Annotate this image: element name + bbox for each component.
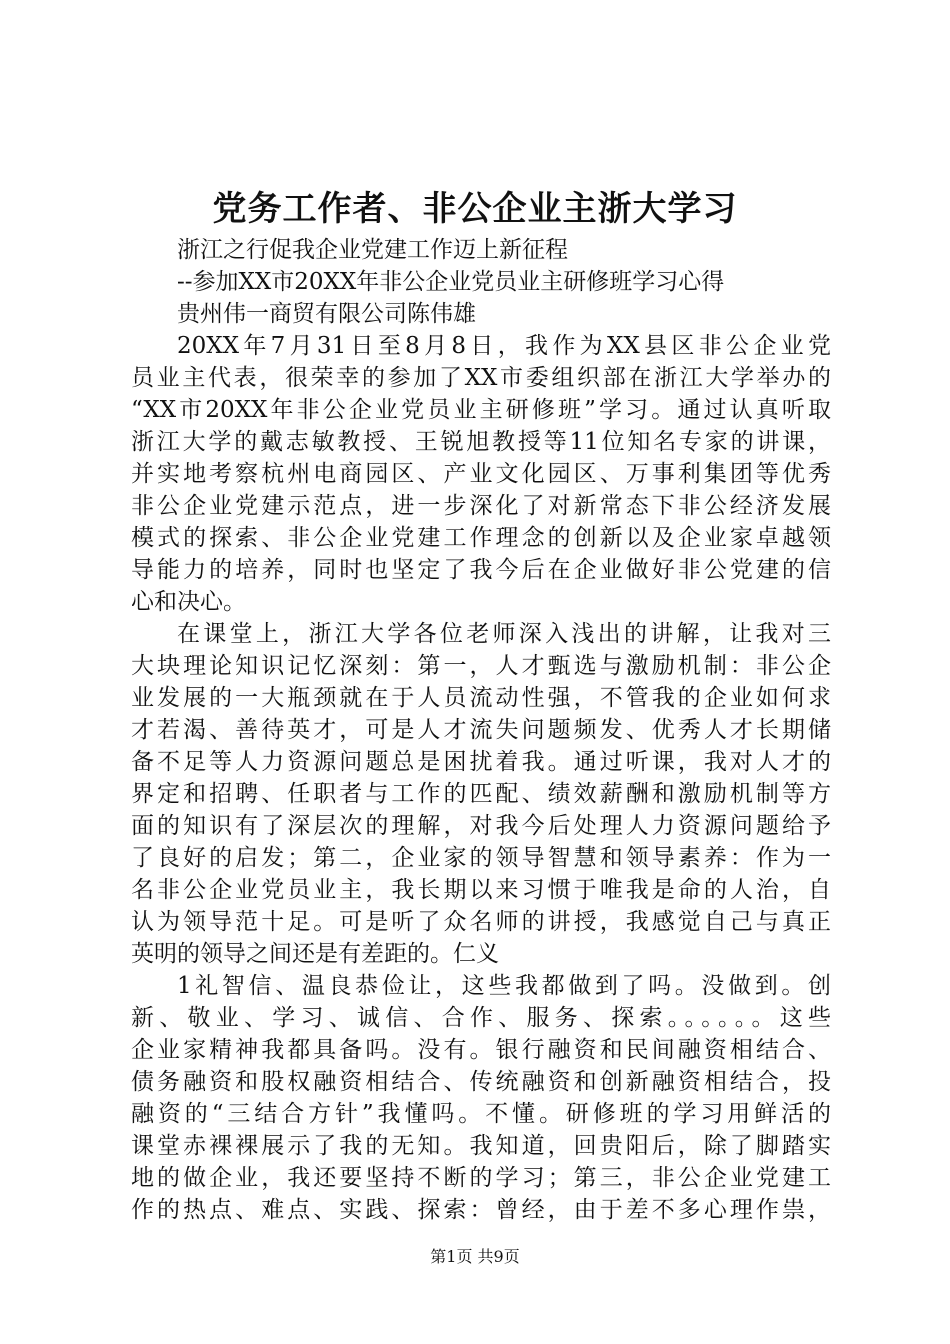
text-line: 作的热点、难点、实践、探索：曾经，由于差不多心理作祟， (131, 1197, 831, 1223)
text-line: 1礼智信、温良恭俭让，这些我都做到了吗。没做到。创 (177, 973, 831, 999)
text-line: 在课堂上，浙江大学各位老师深入浅出的讲解，让我对三 (177, 621, 831, 647)
document-body (131, 234, 831, 1226)
text-line: 导能力的培养，同时也坚定了我今后在企业做好非公党建的信 (131, 557, 831, 583)
text-line: 新、敬业、学习、诚信、合作、服务、探索。。。。。。这些 (131, 1005, 831, 1031)
text-line: 名非公企业党员业主，我长期以来习惯于唯我是命的人治，自 (131, 877, 831, 903)
text-line: --参加XX市20XX年非公企业党员业主研修班学习心得 (177, 269, 725, 295)
text-line: 员业主代表，很荣幸的参加了XX市委组织部在浙江大学举办的 (131, 365, 831, 391)
text-line: 才若渴、善待英才，可是人才流失问题频发、优秀人才长期储 (131, 717, 831, 743)
text-line: 业发展的一大瓶颈就在于人员流动性强，不管我的企业如何求 (131, 685, 831, 711)
text-line: 了良好的启发；第二，企业家的领导智慧和领导素养：作为一 (131, 845, 831, 871)
text-line: 20XX年7月31日至8月8日，我作为XX县区非公企业党 (177, 333, 831, 359)
document-title: 党务工作者、非公企业主浙大学习 (212, 189, 738, 229)
text-line: 界定和招聘、任职者与工作的匹配、绩效薪酬和激励机制等方 (131, 781, 831, 807)
text-line: 面的知识有了深层次的理解，对我今后处理人力资源问题给予 (131, 813, 831, 839)
text-line: 备不足等人力资源问题总是困扰着我。通过听课，我对人才的 (131, 749, 831, 775)
text-line: 浙江之行促我企业党建工作迈上新征程 (177, 237, 568, 263)
page-footer: 第1页 共9页 (430, 1247, 520, 1266)
text-line: “XX市20XX年非公企业党员业主研修班”学习。通过认真听取 (131, 397, 831, 423)
text-line: 课堂赤裸裸展示了我的无知。我知道，回贵阳后，除了脚踏实 (131, 1133, 831, 1159)
text-line: 心和决心。 (131, 589, 246, 615)
text-line: 并实地考察杭州电商园区、产业文化园区、万事利集团等优秀 (131, 461, 831, 487)
text-line: 英明的领导之间还是有差距的。仁义 (131, 941, 499, 967)
text-line: 非公企业党建示范点，进一步深化了对新常态下非公经济发展 (131, 493, 831, 519)
text-line: 地的做企业，我还要坚持不断的学习；第三，非公企业党建工 (131, 1165, 831, 1191)
text-line: 融资的“三结合方针”我懂吗。不懂。研修班的学习用鲜活的 (131, 1101, 831, 1127)
text-line: 贵州伟一商贸有限公司陈伟雄 (177, 301, 476, 327)
text-line: 模式的探索、非公企业党建工作理念的创新以及企业家卓越领 (131, 525, 831, 551)
text-line: 浙江大学的戴志敏教授、王锐旭教授等11位知名专家的讲课， (131, 429, 831, 455)
text-line: 认为领导范十足。可是听了众名师的讲授，我感觉自己与真正 (131, 909, 831, 935)
text-line: 企业家精神我都具备吗。没有。银行融资和民间融资相结合、 (131, 1037, 831, 1063)
text-line: 大块理论知识记忆深刻：第一，人才甄选与激励机制：非公企 (131, 653, 831, 679)
text-line: 债务融资和股权融资相结合、传统融资和创新融资相结合，投 (131, 1069, 831, 1095)
